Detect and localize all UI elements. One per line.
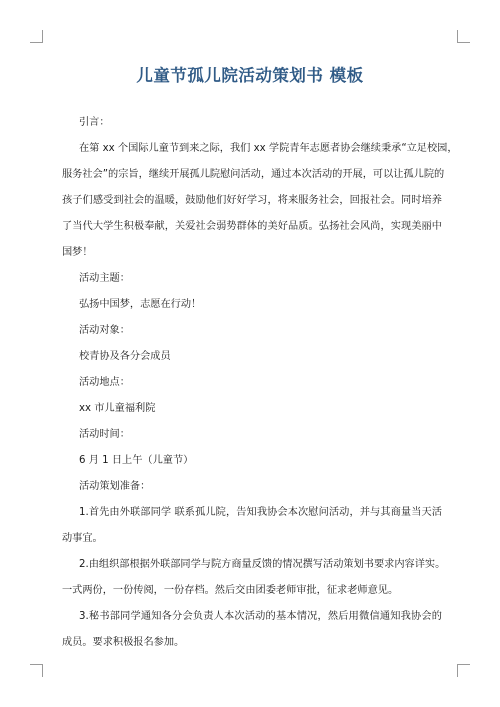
section-heading-time: 活动时间：: [79, 429, 130, 440]
crop-mark-bottom-left: [30, 664, 43, 677]
document-title: 儿童节孤儿院活动策划书 模板: [136, 66, 364, 85]
crop-mark-top-right: [457, 30, 470, 43]
crop-mark-top-left: [30, 30, 43, 43]
paragraph-line: 在第 xx 个国际儿童节到来之际，我们 xx 学院青年志愿者协会继续秉承“立足校园，: [79, 143, 458, 154]
location-text: xx 市儿童福利院: [79, 403, 156, 414]
preparation-item-line: 一式两份，一份传阅，一份存档。然后交由团委老师审批，征求老师意见。: [62, 585, 399, 596]
audience-text: 校青协及各分会成员: [79, 351, 171, 362]
intro-heading: 引言：: [79, 117, 110, 128]
paragraph-line: 服务社会”的宗旨，继续开展孤儿院慰问活动，通过本次活动的开展，可以让孤儿院的: [62, 169, 445, 180]
preparation-item-line: 1.首先由外联部同学 联系孤儿院，告知我协会本次慰问活动，并与其商量当天活: [79, 507, 442, 518]
theme-text: 弘扬中国梦，志愿在行动！: [79, 299, 202, 310]
paragraph-line: 孩子们感受到社会的温暖，鼓励他们好好学习，将来服务社会，回报社会。同时培养: [62, 195, 442, 206]
preparation-item-line: 3.秘书部同学通知各分会负责人本次活动的基本情况，然后用微信通知我协会的: [79, 611, 442, 622]
time-text: 6 月 1 日上午（儿童节）: [79, 455, 194, 466]
section-heading-location: 活动地点：: [79, 377, 130, 388]
section-heading-preparation: 活动策划准备：: [79, 481, 151, 492]
preparation-item-line: 2.由组织部根据外联部同学与院方商量反馈的情况撰写活动策划书要求内容详实。: [79, 559, 446, 570]
paragraph-line: 国梦！: [62, 247, 93, 258]
preparation-item-line: 动事宜。: [62, 533, 103, 544]
section-heading-theme: 活动主题：: [79, 273, 130, 284]
section-heading-audience: 活动对象：: [79, 325, 130, 336]
crop-mark-bottom-right: [457, 664, 470, 677]
preparation-item-line: 成员。要求积极报名参加。: [62, 637, 185, 648]
paragraph-line: 了当代大学生积极奉献，关爱社会弱势群体的美好品质。弘扬社会风尚，实现美丽中: [62, 221, 442, 232]
document-body: [62, 110, 458, 656]
